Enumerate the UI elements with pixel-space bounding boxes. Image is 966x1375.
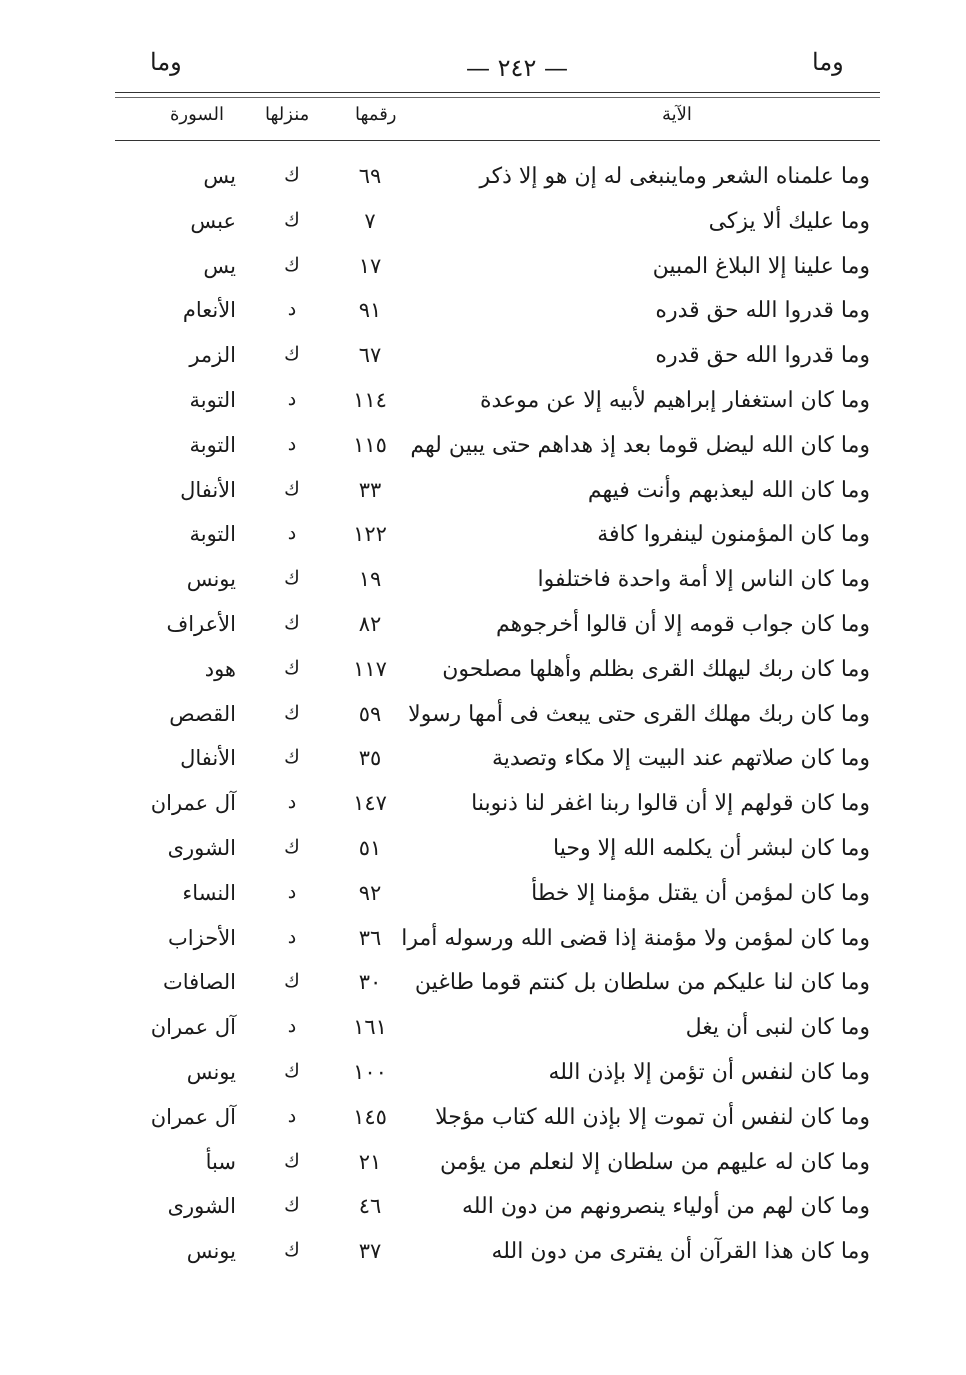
verse-number: ١٤٥ — [353, 1104, 387, 1129]
header-rule — [115, 92, 880, 93]
verse-number: ٦٩ — [358, 164, 382, 188]
revelation-place: ك — [284, 701, 300, 724]
revelation-place: ك — [284, 343, 300, 366]
verse-text: وما كان المؤمنون لينفروا كافة — [597, 522, 870, 548]
table-row — [0, 561, 966, 606]
column-header-rule — [115, 140, 880, 141]
surah-name: التوبة — [189, 522, 236, 547]
catchword-left: وما — [150, 48, 182, 76]
revelation-place: د — [287, 1015, 297, 1038]
surah-name: النساء — [182, 880, 236, 905]
table-row — [0, 427, 966, 472]
table-row — [0, 1009, 966, 1054]
verse-number: ٣٠ — [358, 970, 382, 995]
surah-name: آل عمران — [150, 791, 236, 816]
verse-number: ١١٥ — [353, 432, 387, 457]
surah-name: الشورى — [167, 1194, 236, 1219]
surah-name: الأحزاب — [168, 925, 236, 950]
verse-number: ٣٦ — [358, 925, 382, 950]
verse-number: ١٩ — [358, 567, 382, 592]
table-row — [0, 964, 966, 1009]
surah-name: عبس — [190, 208, 236, 233]
surah-name: الأعراف — [166, 611, 236, 636]
verse-text: وما كان ربك مهلك القرى حتى يبعث فى أمها رسولا — [408, 701, 870, 727]
verse-number: ١٠٠ — [353, 1059, 387, 1084]
revelation-place: ك — [284, 1059, 300, 1082]
verse-text: وما كان لنا عليكم من سلطان بل كنتم قوما طاغين — [414, 970, 870, 996]
table-row — [0, 158, 966, 203]
verse-text: وما قدروا الله حق قدره — [655, 298, 870, 324]
revelation-place: د — [287, 522, 297, 545]
verse-number: ٩٢ — [358, 880, 382, 905]
verse-number: ١٦١ — [353, 1015, 387, 1040]
verse-number: ٣٥ — [358, 746, 382, 771]
verse-text: وما كان لبشر أن يكلمه الله إلا وحيا — [553, 835, 870, 861]
revelation-place: ك — [284, 164, 300, 186]
verse-text: وما كان لنفس أن تموت إلا بإذن الله كتاب مؤجلا — [435, 1104, 870, 1130]
surah-name: الأنعام — [182, 298, 236, 323]
revelation-place: ك — [284, 656, 300, 679]
verse-text: وما كان له عليهم من سلطان إلا لنعلم من يؤمن — [440, 1149, 870, 1175]
surah-name: الصافات — [162, 970, 236, 995]
table-row — [0, 292, 966, 337]
verse-text: وما كان قولهم إلا أن قالوا ربنا اغفر لنا ذنوبنا — [471, 791, 870, 817]
verse-number: ٨٢ — [358, 611, 382, 636]
table-row — [0, 472, 966, 517]
verse-text: وما علمناه الشعر وماينبغى له إن هو إلا ذكر — [479, 164, 870, 189]
surah-name: سبأ — [205, 1149, 236, 1174]
surah-name: الأنفال — [180, 477, 236, 502]
table-row — [0, 830, 966, 875]
revelation-place: ك — [284, 477, 300, 500]
verse-number: ٣٣ — [358, 477, 382, 502]
revelation-place: ك — [284, 611, 300, 634]
verse-text: وما علينا إلا البلاغ المبين — [652, 253, 870, 279]
revelation-place: ك — [284, 253, 300, 276]
verse-text: وما كان لهم من أولياء ينصرونهم من دون الله — [461, 1194, 870, 1220]
table-row — [0, 740, 966, 785]
verse-text: وما كان لنفس أن تؤمن إلا بإذن الله — [548, 1059, 870, 1085]
verse-text: وما كان لمؤمن ولا مؤمنة إذا قضى الله ورسوله أمرا — [401, 925, 870, 951]
verse-text: وما كان لمؤمن أن يقتل مؤمنا إلا خطأ — [531, 880, 870, 906]
surah-name: يس — [203, 253, 236, 278]
surah-name: يس — [203, 164, 236, 188]
surah-name: آل عمران — [150, 1015, 236, 1040]
verse-text: وما كان استغفار إبراهيم لأبيه إلا عن موعدة — [479, 387, 870, 413]
table-row — [0, 516, 966, 561]
revelation-place: د — [287, 1104, 297, 1127]
verse-number: ٤٦ — [358, 1194, 382, 1219]
table-row — [0, 606, 966, 651]
column-header-surah: السورة — [170, 104, 224, 125]
verse-number: ١٢٢ — [353, 522, 387, 547]
revelation-place: ك — [284, 567, 300, 590]
verse-number: ١٤٧ — [353, 791, 387, 816]
table-row — [0, 651, 966, 696]
verse-number: ٥٩ — [358, 701, 382, 726]
table-row — [0, 1054, 966, 1099]
table-row — [0, 337, 966, 382]
table-row — [0, 248, 966, 293]
table-row — [0, 785, 966, 830]
verse-number: ١١٧ — [353, 656, 387, 681]
verse-text: وما كان الله ليعذبهم وأنت فيهم — [587, 477, 870, 503]
verse-number: ٧ — [364, 208, 376, 233]
verse-text: وما عليك ألا يزكى — [708, 208, 870, 234]
verse-text: وما قدروا الله حق قدره — [655, 343, 870, 369]
surah-name: الشورى — [167, 835, 236, 860]
verse-text: وما كان لنبى أن يغل — [685, 1015, 870, 1041]
surah-name: القصص — [169, 701, 236, 726]
column-header-number: رقمها — [355, 104, 397, 125]
verse-number: ٣٧ — [358, 1239, 382, 1264]
table-row — [0, 1188, 966, 1233]
revelation-place: ك — [284, 1194, 300, 1217]
surah-name: يونس — [186, 1239, 236, 1264]
page-number: — ٢٤٢ — — [466, 54, 568, 82]
verse-text: وما كان الله ليضل قوما بعد إذ هداهم حتى يبين لهم — [410, 432, 870, 458]
verse-text: وما كان الناس إلا أمة واحدة فاختلفوا — [537, 567, 870, 593]
column-header-verse: الآية — [662, 104, 692, 125]
table-row — [0, 1099, 966, 1144]
surah-name: هود — [204, 656, 236, 681]
surah-name: التوبة — [189, 387, 236, 412]
table-row — [0, 1144, 966, 1189]
verse-text: وما كان صلاتهم عند البيت إلا مكاء وتصدية — [491, 746, 870, 772]
revelation-place: ك — [284, 1149, 300, 1172]
revelation-place: ك — [284, 208, 300, 231]
surah-name: يونس — [186, 1059, 236, 1084]
index-table — [0, 158, 966, 1278]
verse-number: ٩١ — [358, 298, 382, 323]
verse-text: وما كان جواب قومه إلا أن قالوا أخرجوهم — [495, 611, 870, 637]
revelation-place: د — [287, 298, 297, 321]
verse-number: ١٧ — [358, 253, 382, 278]
surah-name: الزمر — [189, 343, 236, 368]
verse-number: ٥١ — [358, 835, 382, 860]
table-row — [0, 696, 966, 741]
table-row — [0, 382, 966, 427]
verse-text: وما كان هذا القرآن أن يفترى من دون الله — [491, 1239, 870, 1265]
revelation-place: د — [287, 432, 297, 455]
table-row — [0, 875, 966, 920]
revelation-place: ك — [284, 746, 300, 769]
verse-number: ١١٤ — [353, 387, 387, 412]
surah-name: يونس — [186, 567, 236, 592]
catchword-right: وما — [812, 48, 844, 76]
revelation-place: د — [287, 387, 297, 410]
revelation-place: ك — [284, 835, 300, 858]
surah-name: التوبة — [189, 432, 236, 457]
table-row — [0, 920, 966, 965]
header-rule-thin — [115, 97, 880, 98]
table-row — [0, 1233, 966, 1278]
verse-number: ٢١ — [358, 1149, 382, 1174]
table-row — [0, 203, 966, 248]
revelation-place: ك — [284, 1239, 300, 1262]
revelation-place: د — [287, 925, 297, 948]
surah-name: آل عمران — [150, 1104, 236, 1129]
revelation-place: د — [287, 791, 297, 814]
verse-text: وما كان ربك ليهلك القرى بظلم وأهلها مصلحون — [442, 656, 870, 682]
revelation-place: ك — [284, 970, 300, 993]
revelation-place: د — [287, 880, 297, 903]
verse-number: ٦٧ — [358, 343, 382, 368]
surah-name: الأنفال — [180, 746, 236, 771]
column-header-place: منزلها — [265, 104, 310, 125]
